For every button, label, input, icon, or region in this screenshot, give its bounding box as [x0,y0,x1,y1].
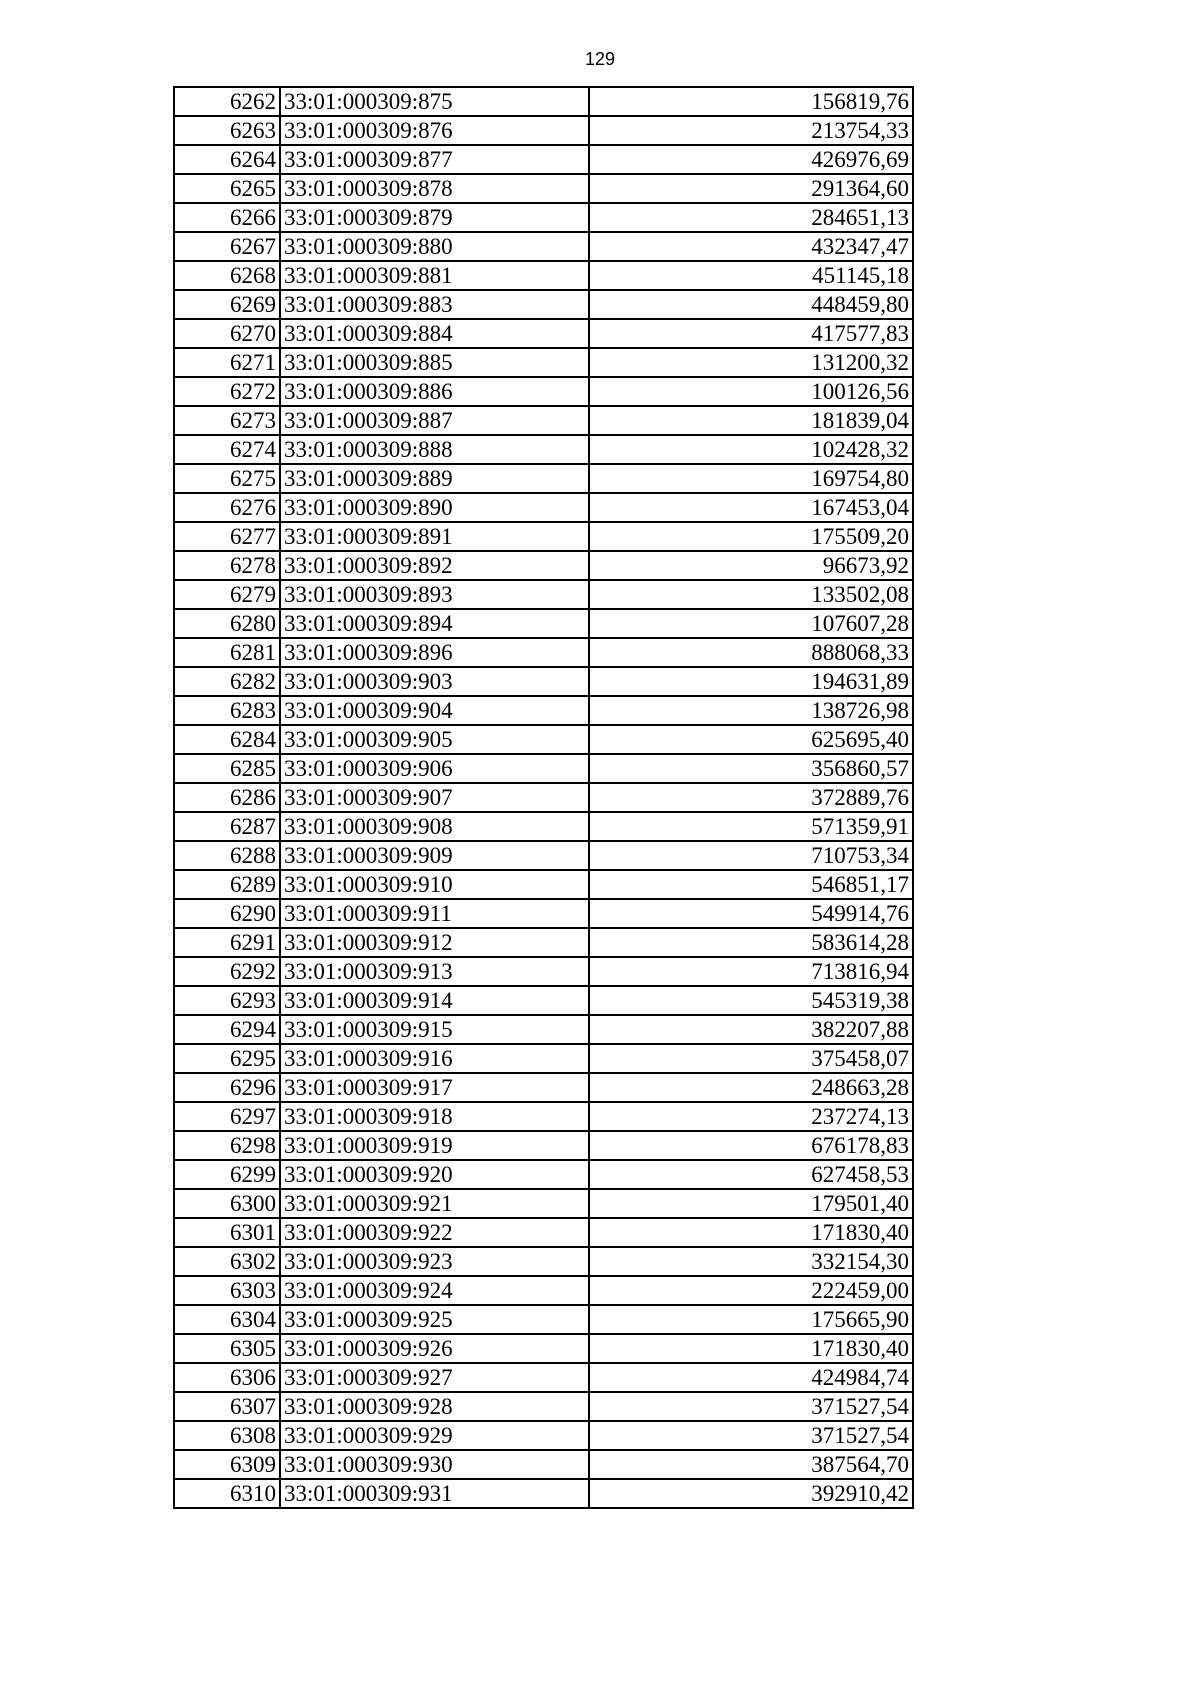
row-number-cell: 6302 [174,1247,280,1276]
table-row [174,1131,913,1160]
cadastral-value-cell: 356860,57 [589,754,913,783]
row-number-cell: 6279 [174,580,280,609]
cadastral-value-cell: 571359,91 [589,812,913,841]
row-number-cell: 6293 [174,986,280,1015]
table-row [174,725,913,754]
table-row [174,232,913,261]
cadastral-number-cell: 33:01:000309:929 [280,1421,589,1450]
table-body [174,87,913,1508]
cadastral-value-cell: 625695,40 [589,725,913,754]
cadastral-value-cell: 676178,83 [589,1131,913,1160]
table-row [174,319,913,348]
cadastral-number-cell: 33:01:000309:912 [280,928,589,957]
cadastral-value-cell: 888068,33 [589,638,913,667]
table-row [174,493,913,522]
cadastral-value-cell: 545319,38 [589,986,913,1015]
cadastral-value-cell: 107607,28 [589,609,913,638]
table-row [174,696,913,725]
table-row [174,1044,913,1073]
table-row [174,580,913,609]
cadastral-number-cell: 33:01:000309:907 [280,783,589,812]
cadastral-value-cell: 371527,54 [589,1421,913,1450]
row-number-cell: 6300 [174,1189,280,1218]
row-number-cell: 6264 [174,145,280,174]
table-row [174,638,913,667]
table-row [174,1102,913,1131]
row-number-cell: 6274 [174,435,280,464]
row-number-cell: 6289 [174,870,280,899]
cadastral-value-cell: 417577,83 [589,319,913,348]
cadastral-value-cell: 332154,30 [589,1247,913,1276]
table-row [174,145,913,174]
table-row [174,928,913,957]
row-number-cell: 6267 [174,232,280,261]
cadastral-value-cell: 102428,32 [589,435,913,464]
row-number-cell: 6304 [174,1305,280,1334]
cadastral-number-cell: 33:01:000309:911 [280,899,589,928]
cadastral-value-cell: 248663,28 [589,1073,913,1102]
table-row [174,1334,913,1363]
cadastral-number-cell: 33:01:000309:915 [280,1015,589,1044]
row-number-cell: 6276 [174,493,280,522]
cadastral-number-cell: 33:01:000309:917 [280,1073,589,1102]
table-row [174,899,913,928]
cadastral-value-cell: 171830,40 [589,1218,913,1247]
table-row [174,1421,913,1450]
cadastral-number-cell: 33:01:000309:884 [280,319,589,348]
cadastral-number-cell: 33:01:000309:877 [280,145,589,174]
table-row [174,522,913,551]
row-number-cell: 6278 [174,551,280,580]
cadastral-value-cell: 549914,76 [589,899,913,928]
table-row [174,1247,913,1276]
table-row [174,290,913,319]
row-number-cell: 6309 [174,1450,280,1479]
table-row [174,1363,913,1392]
row-number-cell: 6284 [174,725,280,754]
cadastral-value-cell: 213754,33 [589,116,913,145]
cadastral-value-cell: 424984,74 [589,1363,913,1392]
cadastral-number-cell: 33:01:000309:920 [280,1160,589,1189]
cadastral-number-cell: 33:01:000309:923 [280,1247,589,1276]
cadastral-value-cell: 131200,32 [589,348,913,377]
cadastral-number-cell: 33:01:000309:881 [280,261,589,290]
table-row [174,551,913,580]
table-row [174,1160,913,1189]
cadastral-number-cell: 33:01:000309:930 [280,1450,589,1479]
cadastral-number-cell: 33:01:000309:931 [280,1479,589,1508]
cadastral-number-cell: 33:01:000309:892 [280,551,589,580]
cadastral-value-cell: 387564,70 [589,1450,913,1479]
table-row [174,435,913,464]
table-row [174,754,913,783]
row-number-cell: 6294 [174,1015,280,1044]
cadastral-number-cell: 33:01:000309:927 [280,1363,589,1392]
cadastral-number-cell: 33:01:000309:906 [280,754,589,783]
cadastral-number-cell: 33:01:000309:919 [280,1131,589,1160]
cadastral-value-cell: 291364,60 [589,174,913,203]
cadastral-number-cell: 33:01:000309:916 [280,1044,589,1073]
cadastral-number-cell: 33:01:000309:896 [280,638,589,667]
row-number-cell: 6272 [174,377,280,406]
cadastral-number-cell: 33:01:000309:926 [280,1334,589,1363]
cadastral-number-cell: 33:01:000309:886 [280,377,589,406]
cadastral-value-cell: 284651,13 [589,203,913,232]
cadastral-value-cell: 382207,88 [589,1015,913,1044]
cadastral-number-cell: 33:01:000309:885 [280,348,589,377]
row-number-cell: 6283 [174,696,280,725]
cadastral-number-cell: 33:01:000309:910 [280,870,589,899]
cadastral-number-cell: 33:01:000309:883 [280,290,589,319]
row-number-cell: 6270 [174,319,280,348]
table-row [174,261,913,290]
table-row [174,87,913,116]
table-row [174,957,913,986]
cadastral-value-cell: 167453,04 [589,493,913,522]
cadastral-value-cell: 179501,40 [589,1189,913,1218]
cadastral-value-cell: 583614,28 [589,928,913,957]
table-row [174,1450,913,1479]
row-number-cell: 6262 [174,87,280,116]
table-row [174,406,913,435]
cadastral-value-cell: 138726,98 [589,696,913,725]
cadastral-value-cell: 546851,17 [589,870,913,899]
cadastral-number-cell: 33:01:000309:914 [280,986,589,1015]
table-row [174,812,913,841]
table-row [174,1073,913,1102]
cadastral-number-cell: 33:01:000309:913 [280,957,589,986]
row-number-cell: 6299 [174,1160,280,1189]
cadastral-number-cell: 33:01:000309:928 [280,1392,589,1421]
table-row [174,1218,913,1247]
row-number-cell: 6307 [174,1392,280,1421]
cadastral-number-cell: 33:01:000309:876 [280,116,589,145]
cadastral-number-cell: 33:01:000309:908 [280,812,589,841]
cadastral-number-cell: 33:01:000309:879 [280,203,589,232]
row-number-cell: 6288 [174,841,280,870]
table-row [174,783,913,812]
cadastral-value-cell: 371527,54 [589,1392,913,1421]
cadastral-number-cell: 33:01:000309:889 [280,464,589,493]
cadastral-number-cell: 33:01:000309:875 [280,87,589,116]
cadastral-number-cell: 33:01:000309:893 [280,580,589,609]
cadastral-value-cell: 372889,76 [589,783,913,812]
row-number-cell: 6286 [174,783,280,812]
row-number-cell: 6280 [174,609,280,638]
row-number-cell: 6292 [174,957,280,986]
cadastral-value-cell: 100126,56 [589,377,913,406]
table-row [174,348,913,377]
cadastral-value-cell: 432347,47 [589,232,913,261]
row-number-cell: 6303 [174,1276,280,1305]
row-number-cell: 6285 [174,754,280,783]
table-row [174,870,913,899]
cadastral-value-cell: 627458,53 [589,1160,913,1189]
row-number-cell: 6266 [174,203,280,232]
row-number-cell: 6281 [174,638,280,667]
row-number-cell: 6305 [174,1334,280,1363]
row-number-cell: 6290 [174,899,280,928]
cadastral-value-cell: 448459,80 [589,290,913,319]
row-number-cell: 6295 [174,1044,280,1073]
page-number: 129 [584,49,616,69]
row-number-cell: 6297 [174,1102,280,1131]
cadastral-value-cell: 156819,76 [589,87,913,116]
table-row [174,609,913,638]
cadastral-value-cell: 237274,13 [589,1102,913,1131]
cadastral-number-cell: 33:01:000309:891 [280,522,589,551]
cadastral-value-cell: 451145,18 [589,261,913,290]
cadastral-number-cell: 33:01:000309:887 [280,406,589,435]
row-number-cell: 6263 [174,116,280,145]
cadastral-value-cell: 710753,34 [589,841,913,870]
cadastral-value-cell: 713816,94 [589,957,913,986]
cadastral-value-cell: 175509,20 [589,522,913,551]
cadastral-number-cell: 33:01:000309:921 [280,1189,589,1218]
table-row [174,203,913,232]
cadastral-value-cell: 175665,90 [589,1305,913,1334]
table-row [174,1392,913,1421]
table-row [174,464,913,493]
cadastral-value-cell: 222459,00 [589,1276,913,1305]
cadastral-number-cell: 33:01:000309:890 [280,493,589,522]
cadastral-value-cell: 426976,69 [589,145,913,174]
row-number-cell: 6271 [174,348,280,377]
table-row [174,1276,913,1305]
row-number-cell: 6269 [174,290,280,319]
row-number-cell: 6308 [174,1421,280,1450]
cadastral-number-cell: 33:01:000309:903 [280,667,589,696]
cadastral-value-cell: 194631,89 [589,667,913,696]
row-number-cell: 6275 [174,464,280,493]
cadastral-value-cell: 392910,42 [589,1479,913,1508]
row-number-cell: 6301 [174,1218,280,1247]
cadastral-value-cell: 375458,07 [589,1044,913,1073]
table-row [174,1305,913,1334]
cadastral-number-cell: 33:01:000309:878 [280,174,589,203]
cadastral-value-cell: 133502,08 [589,580,913,609]
cadastral-value-cell: 96673,92 [589,551,913,580]
table-row [174,841,913,870]
table-row [174,116,913,145]
cadastral-number-cell: 33:01:000309:909 [280,841,589,870]
cadastral-value-cell: 171830,40 [589,1334,913,1363]
row-number-cell: 6265 [174,174,280,203]
row-number-cell: 6291 [174,928,280,957]
table-row [174,986,913,1015]
row-number-cell: 6298 [174,1131,280,1160]
row-number-cell: 6296 [174,1073,280,1102]
row-number-cell: 6310 [174,1479,280,1508]
table-row [174,377,913,406]
cadastral-value-cell: 181839,04 [589,406,913,435]
cadastral-number-cell: 33:01:000309:880 [280,232,589,261]
row-number-cell: 6287 [174,812,280,841]
cadastral-value-cell: 169754,80 [589,464,913,493]
row-number-cell: 6268 [174,261,280,290]
cadastral-number-cell: 33:01:000309:918 [280,1102,589,1131]
cadastral-number-cell: 33:01:000309:924 [280,1276,589,1305]
row-number-cell: 6282 [174,667,280,696]
cadastral-number-cell: 33:01:000309:904 [280,696,589,725]
cadastral-number-cell: 33:01:000309:894 [280,609,589,638]
table-row [174,174,913,203]
table-row [174,667,913,696]
table-row [174,1189,913,1218]
cadastral-number-cell: 33:01:000309:925 [280,1305,589,1334]
row-number-cell: 6273 [174,406,280,435]
cadastral-number-cell: 33:01:000309:922 [280,1218,589,1247]
table-row [174,1015,913,1044]
row-number-cell: 6306 [174,1363,280,1392]
cadastral-number-cell: 33:01:000309:905 [280,725,589,754]
row-number-cell: 6277 [174,522,280,551]
cadastral-value-table [173,86,914,1509]
table-row [174,1479,913,1508]
cadastral-number-cell: 33:01:000309:888 [280,435,589,464]
